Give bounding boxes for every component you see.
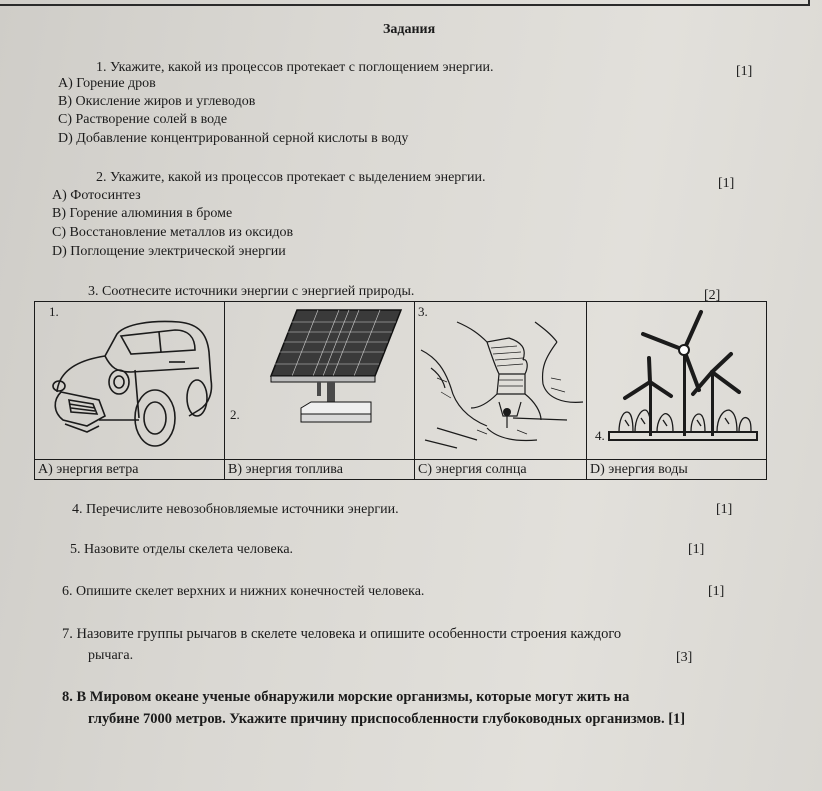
picture-cell-car: [35, 302, 225, 459]
question-6-mark: [1]: [708, 584, 725, 599]
question-7-line-1: 7. Назовите группы рычагов в скелете человека и опишите особенности строения каждого: [62, 626, 622, 642]
answer-row: [35, 459, 766, 479]
question-2-option-c: C) Восстановление металлов из оксидов: [52, 225, 294, 240]
answer-b: B) энергия топлива: [225, 460, 415, 480]
matching-table: [34, 301, 767, 480]
question-2-option-b: B) Горение алюминия в броме: [52, 206, 233, 221]
picture-cell-river: [415, 302, 587, 459]
question-7-line-2: рычага.: [88, 648, 134, 663]
answer-c: C) энергия солнца: [415, 460, 587, 480]
question-2-mark: [1]: [718, 176, 735, 191]
question-3-text: 3. Соотнесите источники энергии с энергией природы.: [88, 284, 415, 299]
question-4-text: 4. Перечислите невозобновляемые источники энергии.: [72, 502, 399, 517]
page-title: Задания: [383, 22, 436, 37]
question-4-mark: [1]: [716, 502, 733, 517]
solar-panel-illustration: [231, 306, 411, 456]
question-1-option-a: A) Горение дров: [58, 76, 156, 91]
picture-number-4: 4.: [595, 428, 605, 443]
river-dam-illustration: [417, 308, 585, 458]
question-1-text: 1. Укажите, какой из процессов протекает с поглощением энергии.: [96, 60, 494, 75]
question-7-mark: [3]: [676, 650, 693, 665]
question-1-mark: [1]: [736, 64, 753, 79]
question-3-mark: [2]: [704, 288, 721, 303]
question-2-option-a: A) Фотосинтез: [52, 188, 141, 203]
answer-a: A) энергия ветра: [35, 460, 225, 480]
top-border: [0, 4, 810, 6]
answer-d: D) энергия воды: [590, 462, 688, 477]
picture-number-1: 1.: [49, 304, 59, 319]
top-border-corner: [808, 0, 810, 6]
picture-cell-wind-turbines: [587, 302, 768, 459]
car-illustration: [39, 308, 219, 458]
question-1-option-b: B) Окисление жиров и углеводов: [58, 94, 256, 109]
wind-turbines-illustration: [589, 306, 761, 456]
question-2-text: 2. Укажите, какой из процессов протекает с выделением энергии.: [96, 170, 486, 185]
picture-number-3: 3.: [418, 304, 428, 319]
question-8-line-2: глубине 7000 метров. Укажите причину приспособленности глубоководных организмов. [1]: [88, 711, 686, 727]
picture-cell-solar-panel: [225, 302, 415, 459]
question-8-line-1: 8. В Мировом океане ученые обнаружили морские организмы, которые могут жить на: [62, 689, 630, 705]
question-1-option-c: C) Растворение солей в воде: [58, 112, 228, 127]
question-2-option-d: D) Поглощение электрической энергии: [52, 244, 286, 259]
question-5-text: 5. Назовите отделы скелета человека.: [70, 542, 294, 557]
picture-number-2: 2.: [230, 407, 240, 422]
question-1-option-d: D) Добавление концентрированной серной кислоты в воду: [58, 131, 409, 146]
question-6-text: 6. Опишите скелет верхних и нижних конечностей человека.: [62, 584, 425, 599]
question-5-mark: [1]: [688, 542, 705, 557]
